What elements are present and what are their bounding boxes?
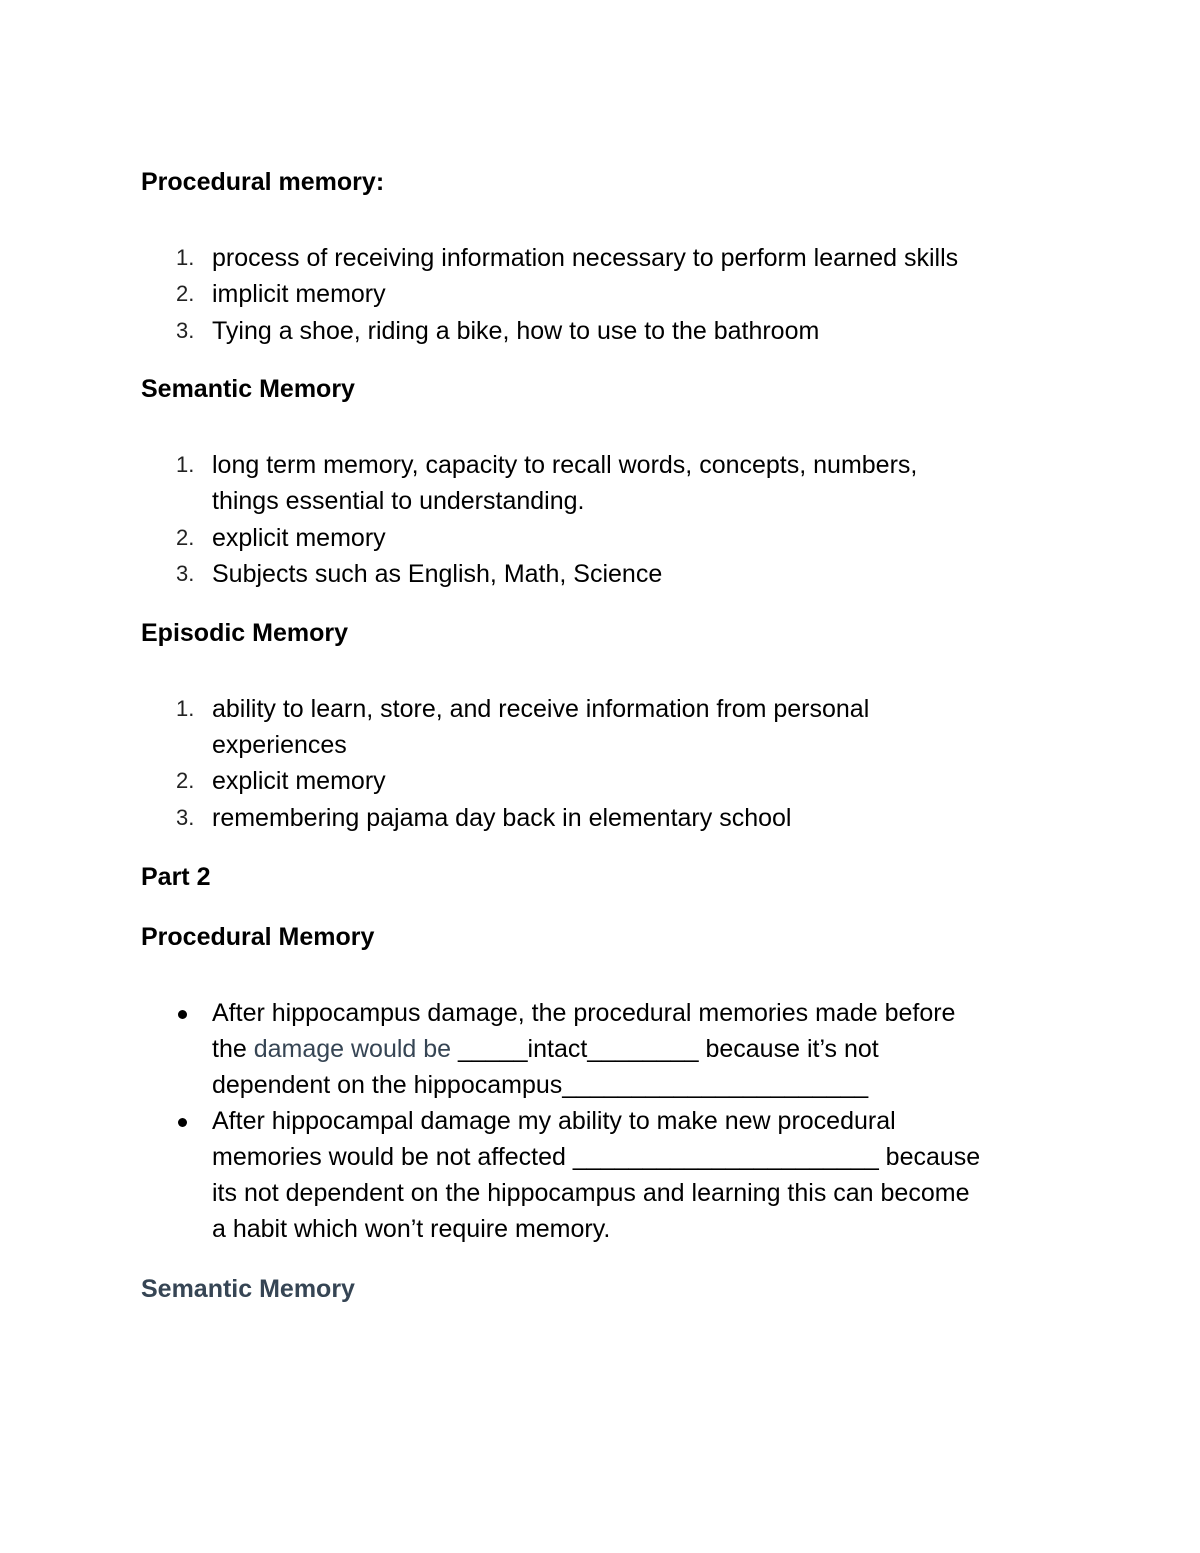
highlighted-text: damage would be — [253, 1035, 452, 1063]
bullet-text: _____intact________ because it’s not — [451, 1035, 879, 1063]
list-item — [0, 691, 1200, 763]
bullet-line: dependent on the hippocampus______________________ — [212, 1071, 869, 1099]
list-number: 3. — [176, 805, 195, 830]
procedural-memory-heading-part2: Procedural Memory — [141, 923, 375, 951]
semantic-memory-heading: Semantic Memory — [141, 375, 355, 403]
list-item-line: long term memory, capacity to recall words, concepts, numbers, — [212, 451, 918, 479]
list-number: 3. — [176, 561, 195, 586]
list-number: 3. — [176, 318, 195, 343]
bullet-text: the — [212, 1035, 254, 1063]
list-item-text: implicit memory — [212, 280, 386, 308]
list-item-line: things essential to understanding. — [212, 487, 585, 515]
list-item-text: remembering pajama day back in elementary school — [212, 804, 792, 832]
list-item-line: ability to learn, store, and receive information from personal — [212, 695, 870, 723]
bullet-dot — [178, 1010, 187, 1019]
bullet-dot — [178, 1118, 187, 1127]
bullet-item-text — [212, 1103, 980, 1247]
bullet-line: After hippocampal damage my ability to make new procedural — [212, 1107, 896, 1135]
procedural-memory-heading: Procedural memory: — [141, 168, 385, 196]
bullet-line: a habit which won’t require memory. — [212, 1215, 611, 1243]
bullet-line — [212, 1031, 955, 1067]
list-number: 1. — [176, 245, 195, 270]
bullet-line: its not dependent on the hippocampus and learning this can become — [212, 1179, 970, 1207]
bullet-item — [0, 1103, 1200, 1247]
semantic-memory-heading-part2: Semantic Memory — [141, 1275, 355, 1303]
list-item-text: explicit memory — [212, 767, 386, 795]
list-item-text: process of receiving information necessary to perform learned skills — [212, 244, 959, 272]
list-number: 2. — [176, 768, 195, 793]
list-item — [0, 447, 1200, 519]
list-item-text: Tying a shoe, riding a bike, how to use to the bathroom — [212, 317, 820, 345]
list-item-text: explicit memory — [212, 524, 386, 552]
bullet-item — [0, 995, 1200, 1103]
list-item-text — [212, 691, 869, 763]
bullet-line: After hippocampus damage, the procedural memories made before — [212, 999, 956, 1027]
bullet-line: memories would be not affected ______________________ because — [212, 1143, 981, 1171]
list-number: 2. — [176, 525, 195, 550]
list-item-text — [212, 447, 917, 519]
list-number: 2. — [176, 281, 195, 306]
episodic-memory-heading: Episodic Memory — [141, 619, 348, 647]
bullet-item-text — [212, 995, 955, 1103]
list-item-line: experiences — [212, 731, 347, 759]
part-2-heading: Part 2 — [141, 863, 211, 891]
list-number: 1. — [176, 696, 195, 721]
list-item-text: Subjects such as English, Math, Science — [212, 560, 663, 588]
list-number: 1. — [176, 452, 195, 477]
